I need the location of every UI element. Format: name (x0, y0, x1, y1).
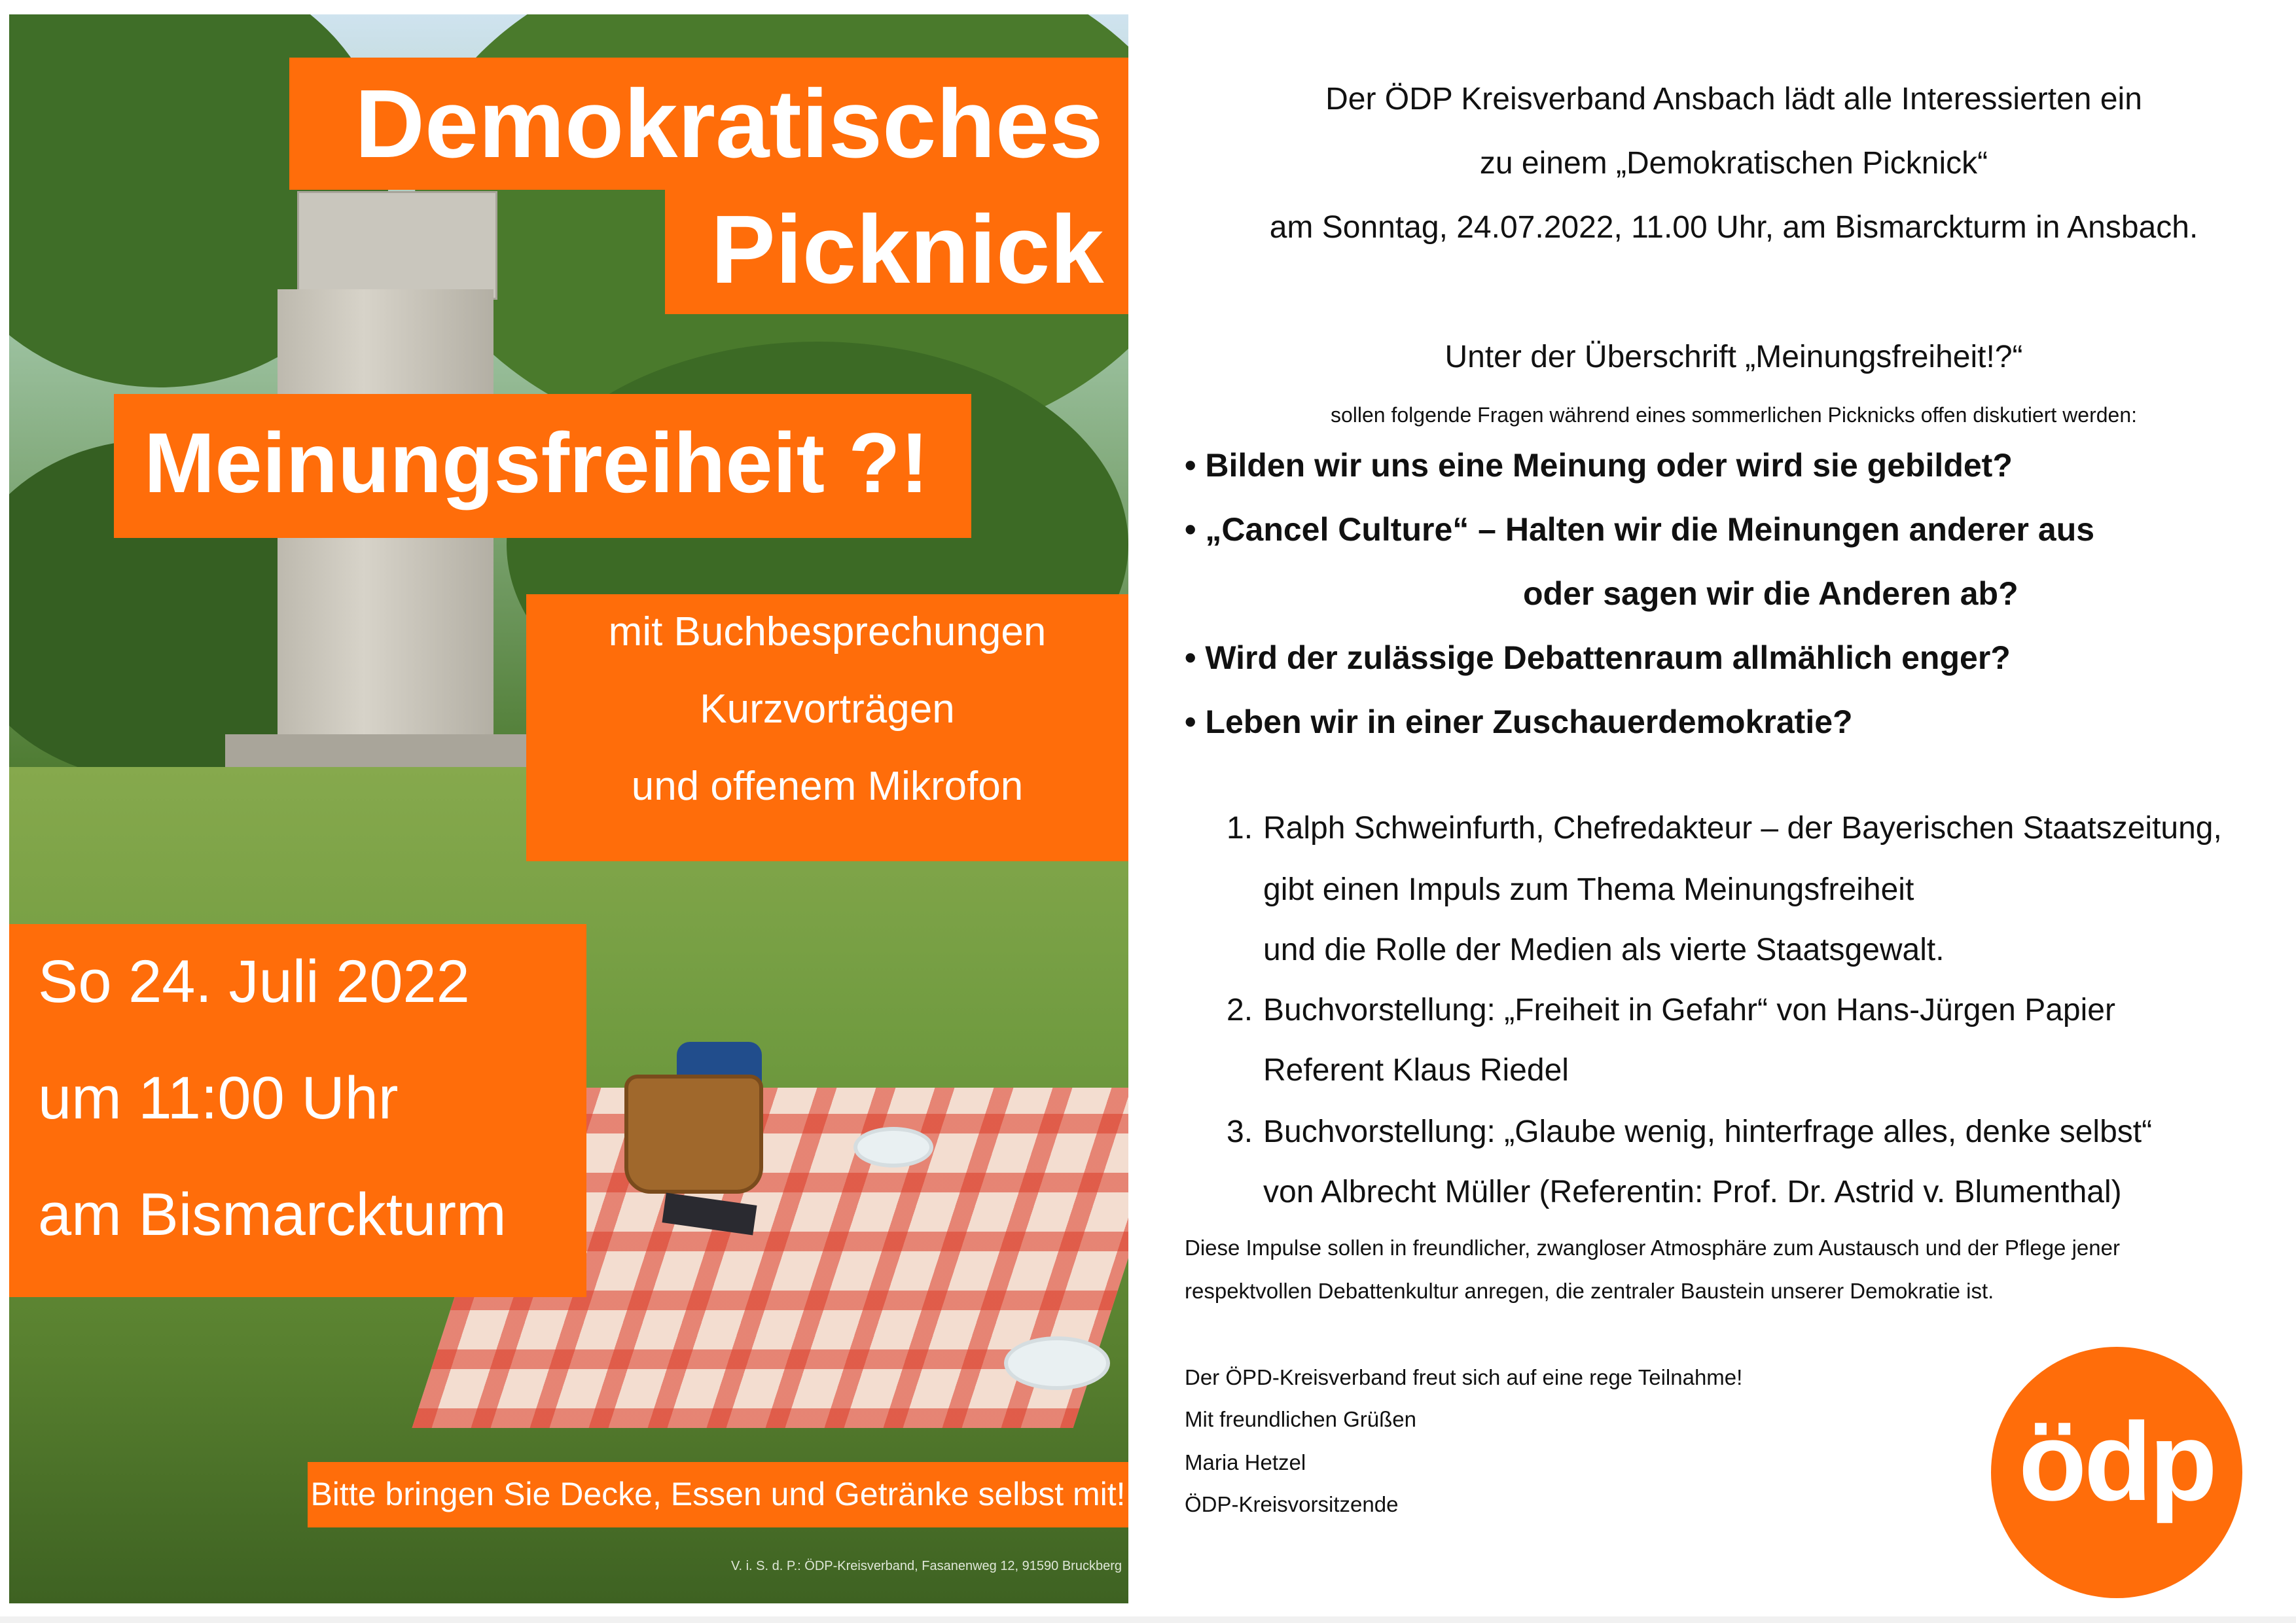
closing-text: respektvollen Debattenkultur anregen, die zentraler Baustein unserer Demokratie ist. (1185, 1279, 1994, 1303)
poster-title-line1: Demokratisches (355, 70, 1103, 178)
agenda-line: Buchvorstellung: „Freiheit in Gefahr“ von Hans-Jürgen Papier (1263, 993, 2115, 1027)
agenda-line: Referent Klaus Riedel (1263, 1053, 1569, 1088)
bottom-border (0, 1616, 2296, 1623)
signoff-line: Mit freundlichen Grüßen (1185, 1407, 1416, 1431)
title-box-line1 (289, 58, 1128, 190)
plate (853, 1127, 933, 1168)
topic-subheading: sollen folgende Fragen während eines sommerlichen Picknicks offen diskutiert werden: (1330, 403, 2138, 427)
title-box-line2 (665, 190, 1128, 314)
subtitle-line: Kurzvorträgen (700, 687, 955, 732)
question-item: • Wird der zulässige Debattenraum allmählich enger? (1185, 639, 2011, 676)
agenda-line: von Albrecht Müller (Referentin: Prof. Dr. Astrid v. Blumenthal) (1263, 1175, 2122, 1209)
event-poster (9, 14, 1128, 1603)
plate (1004, 1336, 1110, 1390)
agenda-number: 3. (1227, 1115, 1253, 1149)
subtitle-line: mit Buchbesprechungen (608, 609, 1047, 654)
question-item-continued: oder sagen wir die Anderen ab? (1523, 575, 2018, 612)
poster-headline: Meinungsfreiheit ?! (144, 415, 929, 510)
question-item: • „Cancel Culture“ – Halten wir die Meinungen anderer aus (1185, 511, 2095, 548)
headline-box (114, 394, 971, 538)
agenda-line: Ralph Schweinfurth, Chefredakteur – der Bayerischen Staatszeitung, (1263, 811, 2222, 846)
question-item: • Bilden wir uns eine Meinung oder wird sie gebildet? (1185, 447, 2013, 484)
event-location: am Bismarckturm (38, 1181, 507, 1248)
topic-heading: Unter der Überschrift „Meinungsfreiheit!?“ (1444, 340, 2023, 374)
signoff-line: Der ÖPD-Kreisverband freut sich auf eine rege Teilnahme! (1185, 1365, 1743, 1389)
imprint: V. i. S. d. P.: ÖDP-Kreisverband, Fasanenweg 12, 91590 Bruckberg (730, 1559, 1122, 1573)
agenda-line: und die Rolle der Medien als vierte Staatsgewalt. (1263, 933, 1945, 967)
event-time: um 11:00 Uhr (38, 1065, 399, 1132)
bismarck-tower-top (297, 191, 497, 300)
agenda-line: Buchvorstellung: „Glaube wenig, hinterfrage alles, denke selbst“ (1263, 1115, 2153, 1149)
agenda-number: 1. (1227, 811, 1253, 846)
closing-text: Diese Impulse sollen in freundlicher, zwangloser Atmosphäre zum Austausch und der Pflege jener (1185, 1236, 2120, 1260)
signer-name: Maria Hetzel (1185, 1450, 1306, 1474)
picnic-basket (624, 1075, 763, 1194)
intro-line: Der ÖDP Kreisverband Ansbach lädt alle Interessierten ein (1325, 82, 2142, 116)
agenda-number: 2. (1227, 993, 1253, 1027)
agenda-line: gibt einen Impuls zum Thema Meinungsfreiheit (1263, 872, 1914, 907)
subtitle-box (526, 594, 1128, 861)
notice-box (308, 1462, 1128, 1527)
signer-title: ÖDP-Kreisvorsitzende (1185, 1492, 1399, 1516)
intro-line: am Sonntag, 24.07.2022, 11.00 Uhr, am Bismarckturm in Ansbach. (1269, 210, 2198, 245)
subtitle-line: und offenem Mikrofon (631, 764, 1024, 809)
logo-text: ödp (2018, 1400, 2215, 1524)
intro-line: zu einem „Demokratischen Picknick“ (1479, 146, 1988, 181)
oedp-logo (1991, 1347, 2242, 1598)
question-item: • Leben wir in einer Zuschauerdemokratie? (1185, 704, 1853, 740)
event-date: So 24. Juli 2022 (38, 948, 470, 1015)
poster-title-line2: Picknick (711, 196, 1104, 304)
date-box (9, 924, 586, 1297)
bring-notice: Bitte bringen Sie Decke, Essen und Getränke selbst mit! (310, 1476, 1126, 1512)
